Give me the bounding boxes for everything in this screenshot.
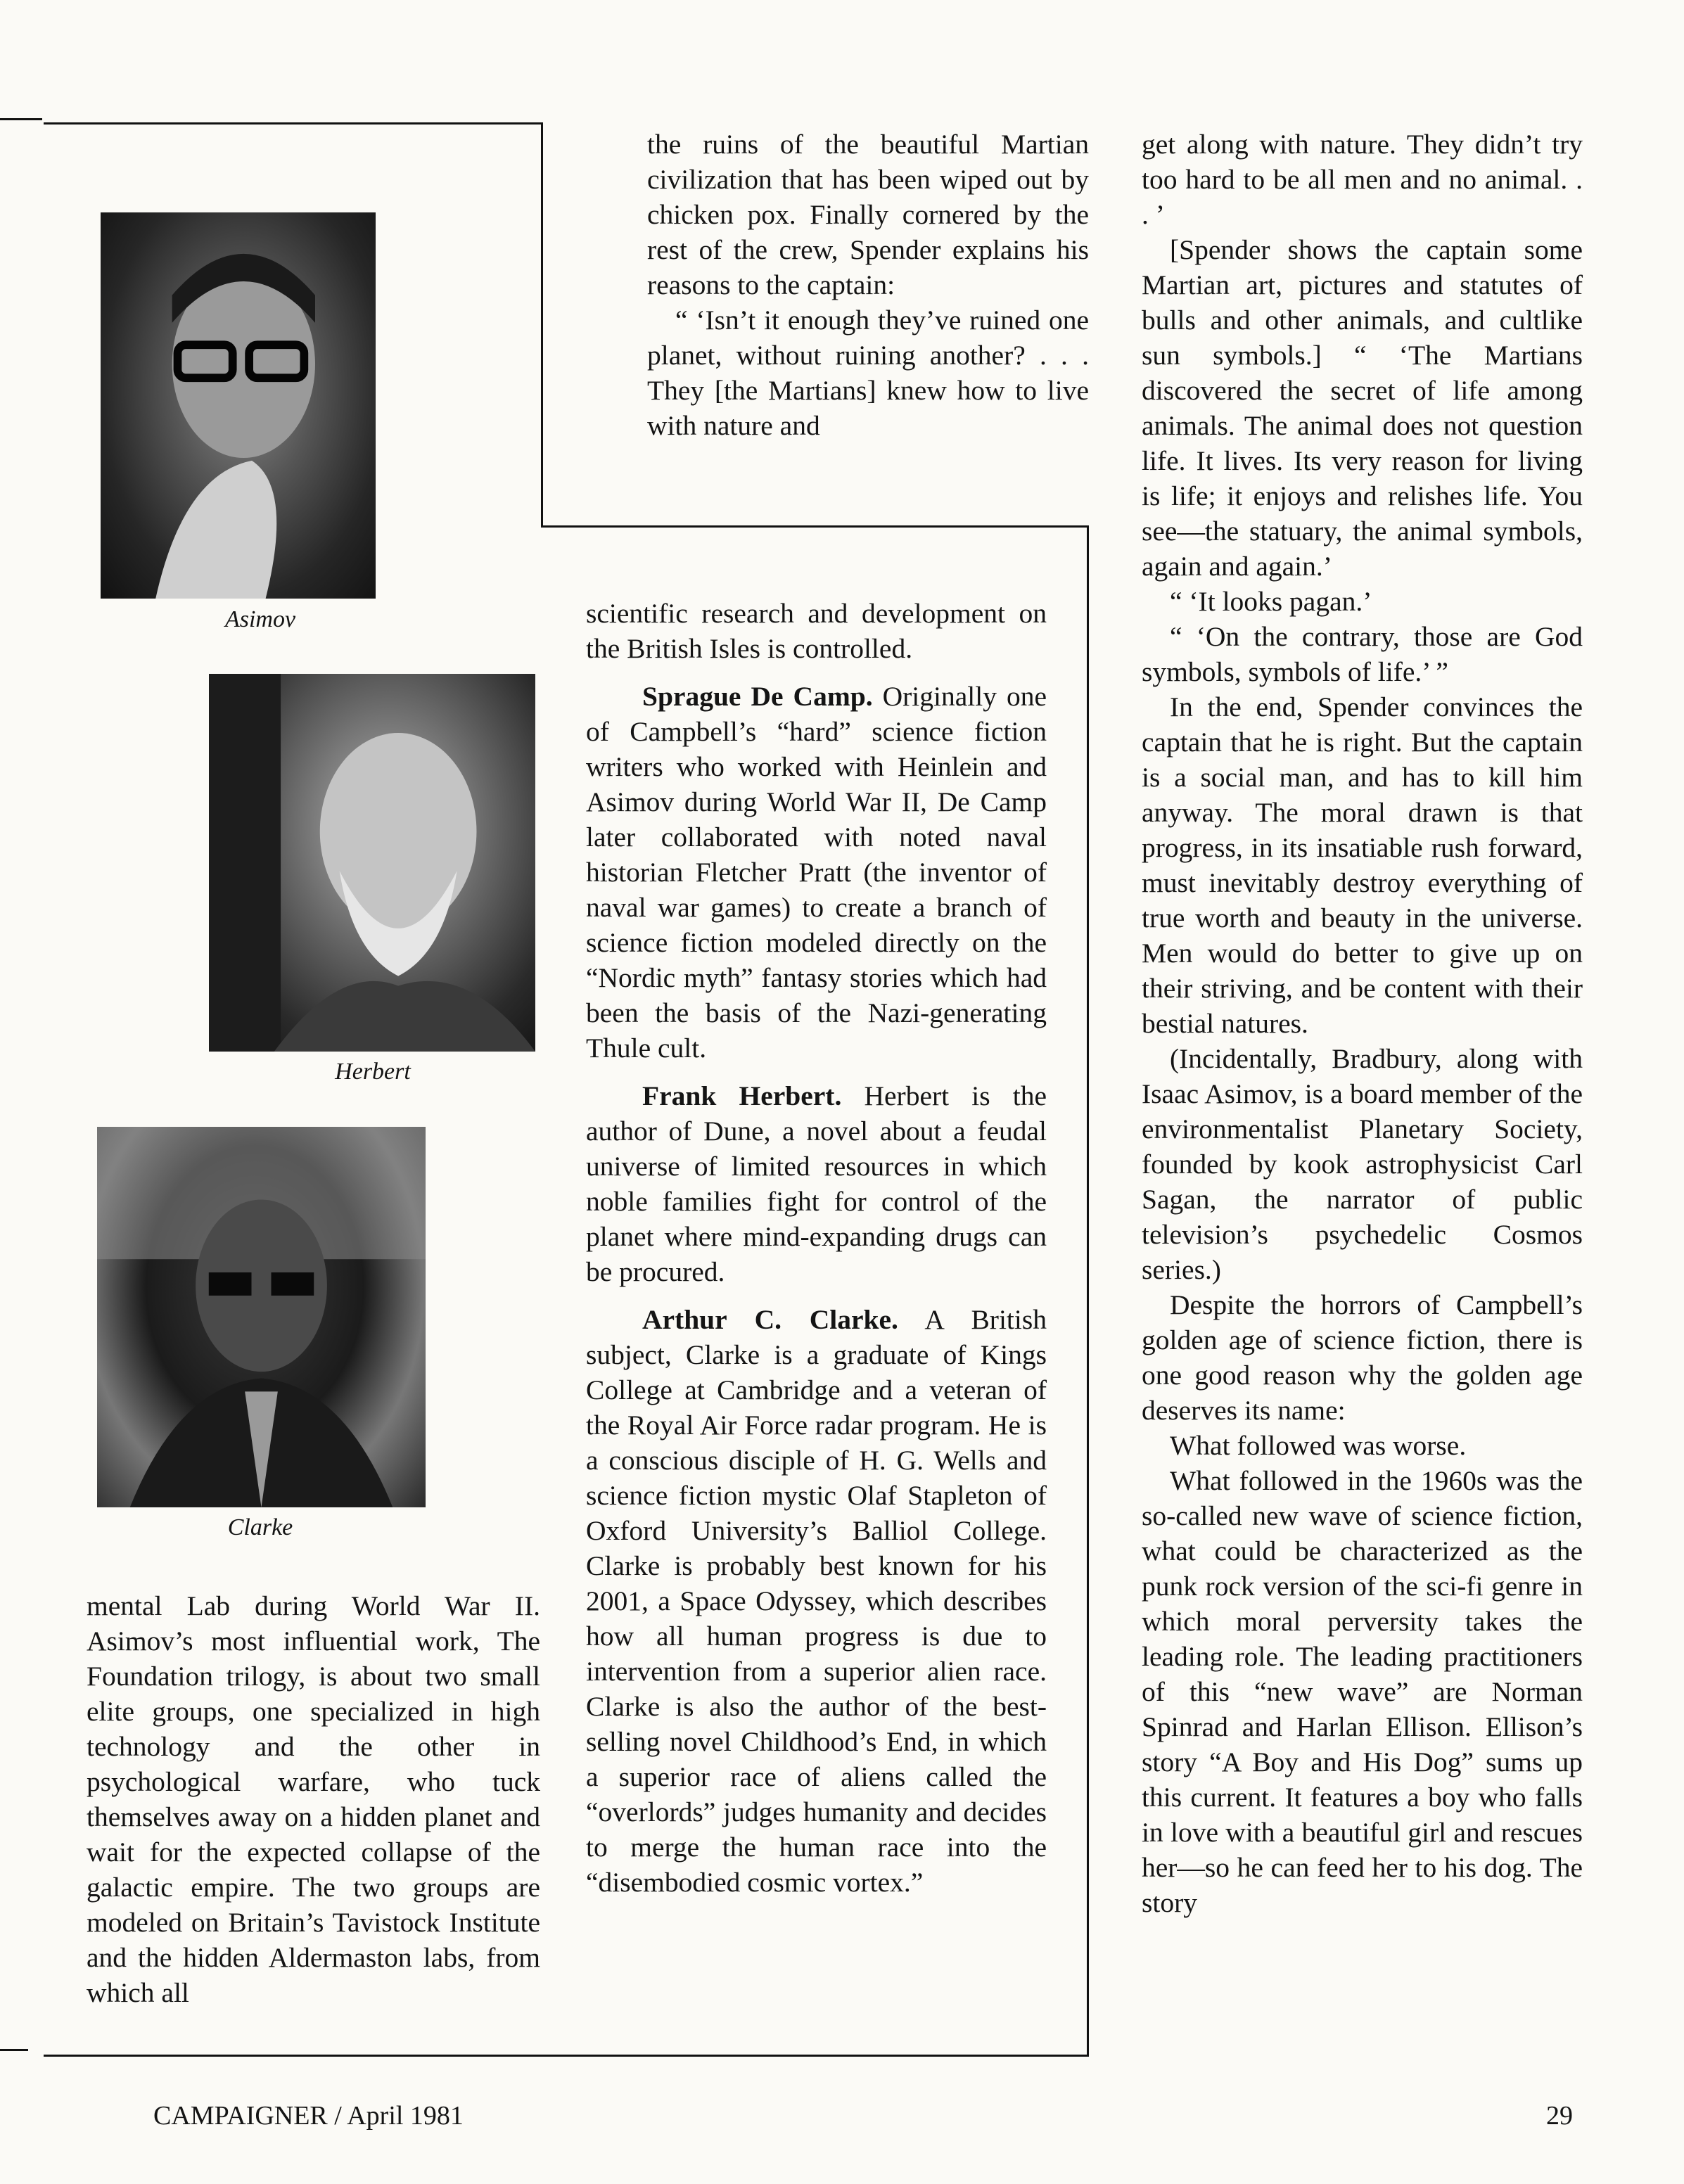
asimov-paragraph: mental Lab during World War II. Asimov’s most influential work, The Foundation trilogy, is about two small elite groups, one specialized in high technology and the other in psychological warfare, who tuck themselves away on a hidden planet and wait for the expected collapse of the galactic empire. The two groups are modeled on Britain’s Tavistock Institute and the hidden Aldermaston labs, from which all	[87, 1590, 540, 2008]
box-right-lower-rule	[1087, 525, 1089, 2057]
intro-paragraph: scientific research and development on the British Isles is controlled.	[586, 598, 1047, 664]
herbert-heading: Frank Herbert.	[642, 1080, 842, 1111]
margin-tick-top	[0, 118, 42, 120]
box-right-upper-rule	[541, 122, 543, 528]
herbert-photo	[209, 674, 535, 1052]
quote-paragraph: “ ‘Isn’t it enough they’ve ruined one planet, without ruining another? . . . They [the Martians] knew how to live with nature and	[647, 305, 1089, 441]
column-3-text	[1142, 127, 1583, 1920]
herbert-paragraph: Frank Herbert. Herbert is the author of Dune, a novel about a feudal universe of limited resources in which noble families fight for control of the planet where mind-expanding drugs can be procured.	[586, 1080, 1047, 1287]
captain-paragraph: the ruins of the beautiful Martian civilization that has been wiped out by chicken pox. Finally cornered by the rest of the crew, Spender explains his reasons to the captain:	[647, 129, 1089, 300]
column-1-text	[87, 1588, 540, 2010]
col3-paragraph-2: [Spender shows the captain some Martian art, pictures and statutes of bulls and other animals, and cultlike sun symbols.] “ ‘The Martians discovered the secret of life among animals. The animal does not question life. It lives. Its very reason for living is life; it enjoys and relishes life. You see—the statuary, the animal symbols, again and again.’	[1142, 234, 1583, 582]
margin-tick-bottom	[0, 2049, 28, 2051]
decamp-paragraph: Sprague De Camp. Originally one of Campbell’s “hard” science fiction writers who worked with Heinlein and Asimov during World War II, De Camp later collaborated with noted naval historian Fletcher Pratt (the inventor of naval war games) to create a branch of science fiction modeled directly on the “Nordic myth” fantasy stories which had been the basis of the Nazi-generating Thule cult.	[586, 681, 1047, 1064]
column-2-bottom-text	[586, 596, 1047, 1900]
col3-paragraph-3: “ ‘It looks pagan.’	[1170, 586, 1372, 617]
footer-publication: CAMPAIGNER / April 1981	[153, 2101, 464, 2131]
col3-paragraph-6: (Incidentally, Bradbury, along with Isaac Asimov, is a board member of the environmentalist Planetary Society, founded by kook astrophysicist Carl Sagan, the narrator of public television’s psychedelic Cosmos series.)	[1142, 1043, 1583, 1285]
col3-paragraph-8: What followed was worse.	[1170, 1430, 1467, 1461]
page-number: 29	[1546, 2101, 1573, 2131]
col3-paragraph-9: What followed in the 1960s was the so-called new wave of science fiction, what could be characterized as the punk rock version of the sci-fi genre in which moral perversity takes the leading role. The leading practitioners of this “new wave” are Norman Spinrad and Harlan Ellison. Ellison’s story “A Boy and His Dog” sums up this current. It features a boy who falls in love with a beautiful girl and rescues her—so he can feed her to his dog. The story	[1142, 1465, 1583, 1918]
clarke-caption: Clarke	[227, 1514, 293, 1540]
decamp-heading: Sprague De Camp.	[642, 681, 873, 712]
clarke-heading: Arthur C. Clarke.	[642, 1304, 898, 1335]
asimov-photo	[101, 212, 376, 599]
asimov-caption: Asimov	[224, 606, 296, 632]
herbert-caption: Herbert	[335, 1059, 411, 1085]
column-2-top-text	[647, 127, 1089, 443]
box-step-rule	[541, 525, 1089, 528]
box-bottom-rule	[44, 2055, 1089, 2057]
box-top-rule	[44, 122, 543, 124]
col3-paragraph-1: get along with nature. They didn’t try too hard to be all men and no animal. . . ’	[1142, 129, 1583, 230]
clarke-paragraph: Arthur C. Clarke. A British subject, Clarke is a graduate of Kings College at Cambridge and a veteran of the Royal Air Force radar program. He is a conscious disciple of H. G. Wells and science fiction mystic Olaf Stapleton of Oxford University’s Balliol College. Clarke is probably best known for his 2001, a Space Odyssey, which describes how all human progress is due to intervention from a superior alien race. Clarke is also the author of the best-selling novel Childhood’s End, in which a superior race of aliens called the “overlords” judges humanity and decides to merge the human race into the “disembodied cosmic vortex.”	[586, 1304, 1047, 1898]
clarke-photo	[97, 1127, 426, 1507]
col3-paragraph-4: “ ‘On the contrary, those are God symbols, symbols of life.’ ”	[1142, 621, 1583, 687]
col3-paragraph-5: In the end, Spender convinces the captain that he is right. But the captain is a social man, and has to kill him anyway. The moral drawn is that progress, in its insatiable rush forward, must inevitably destroy everything of true worth and beauty in the universe. Men would do better to give up on their striving, and be content with their bestial natures.	[1142, 691, 1583, 1039]
col3-paragraph-7: Despite the horrors of Campbell’s golden age of science fiction, there is one good reason why the golden age deserves its name:	[1142, 1289, 1583, 1426]
